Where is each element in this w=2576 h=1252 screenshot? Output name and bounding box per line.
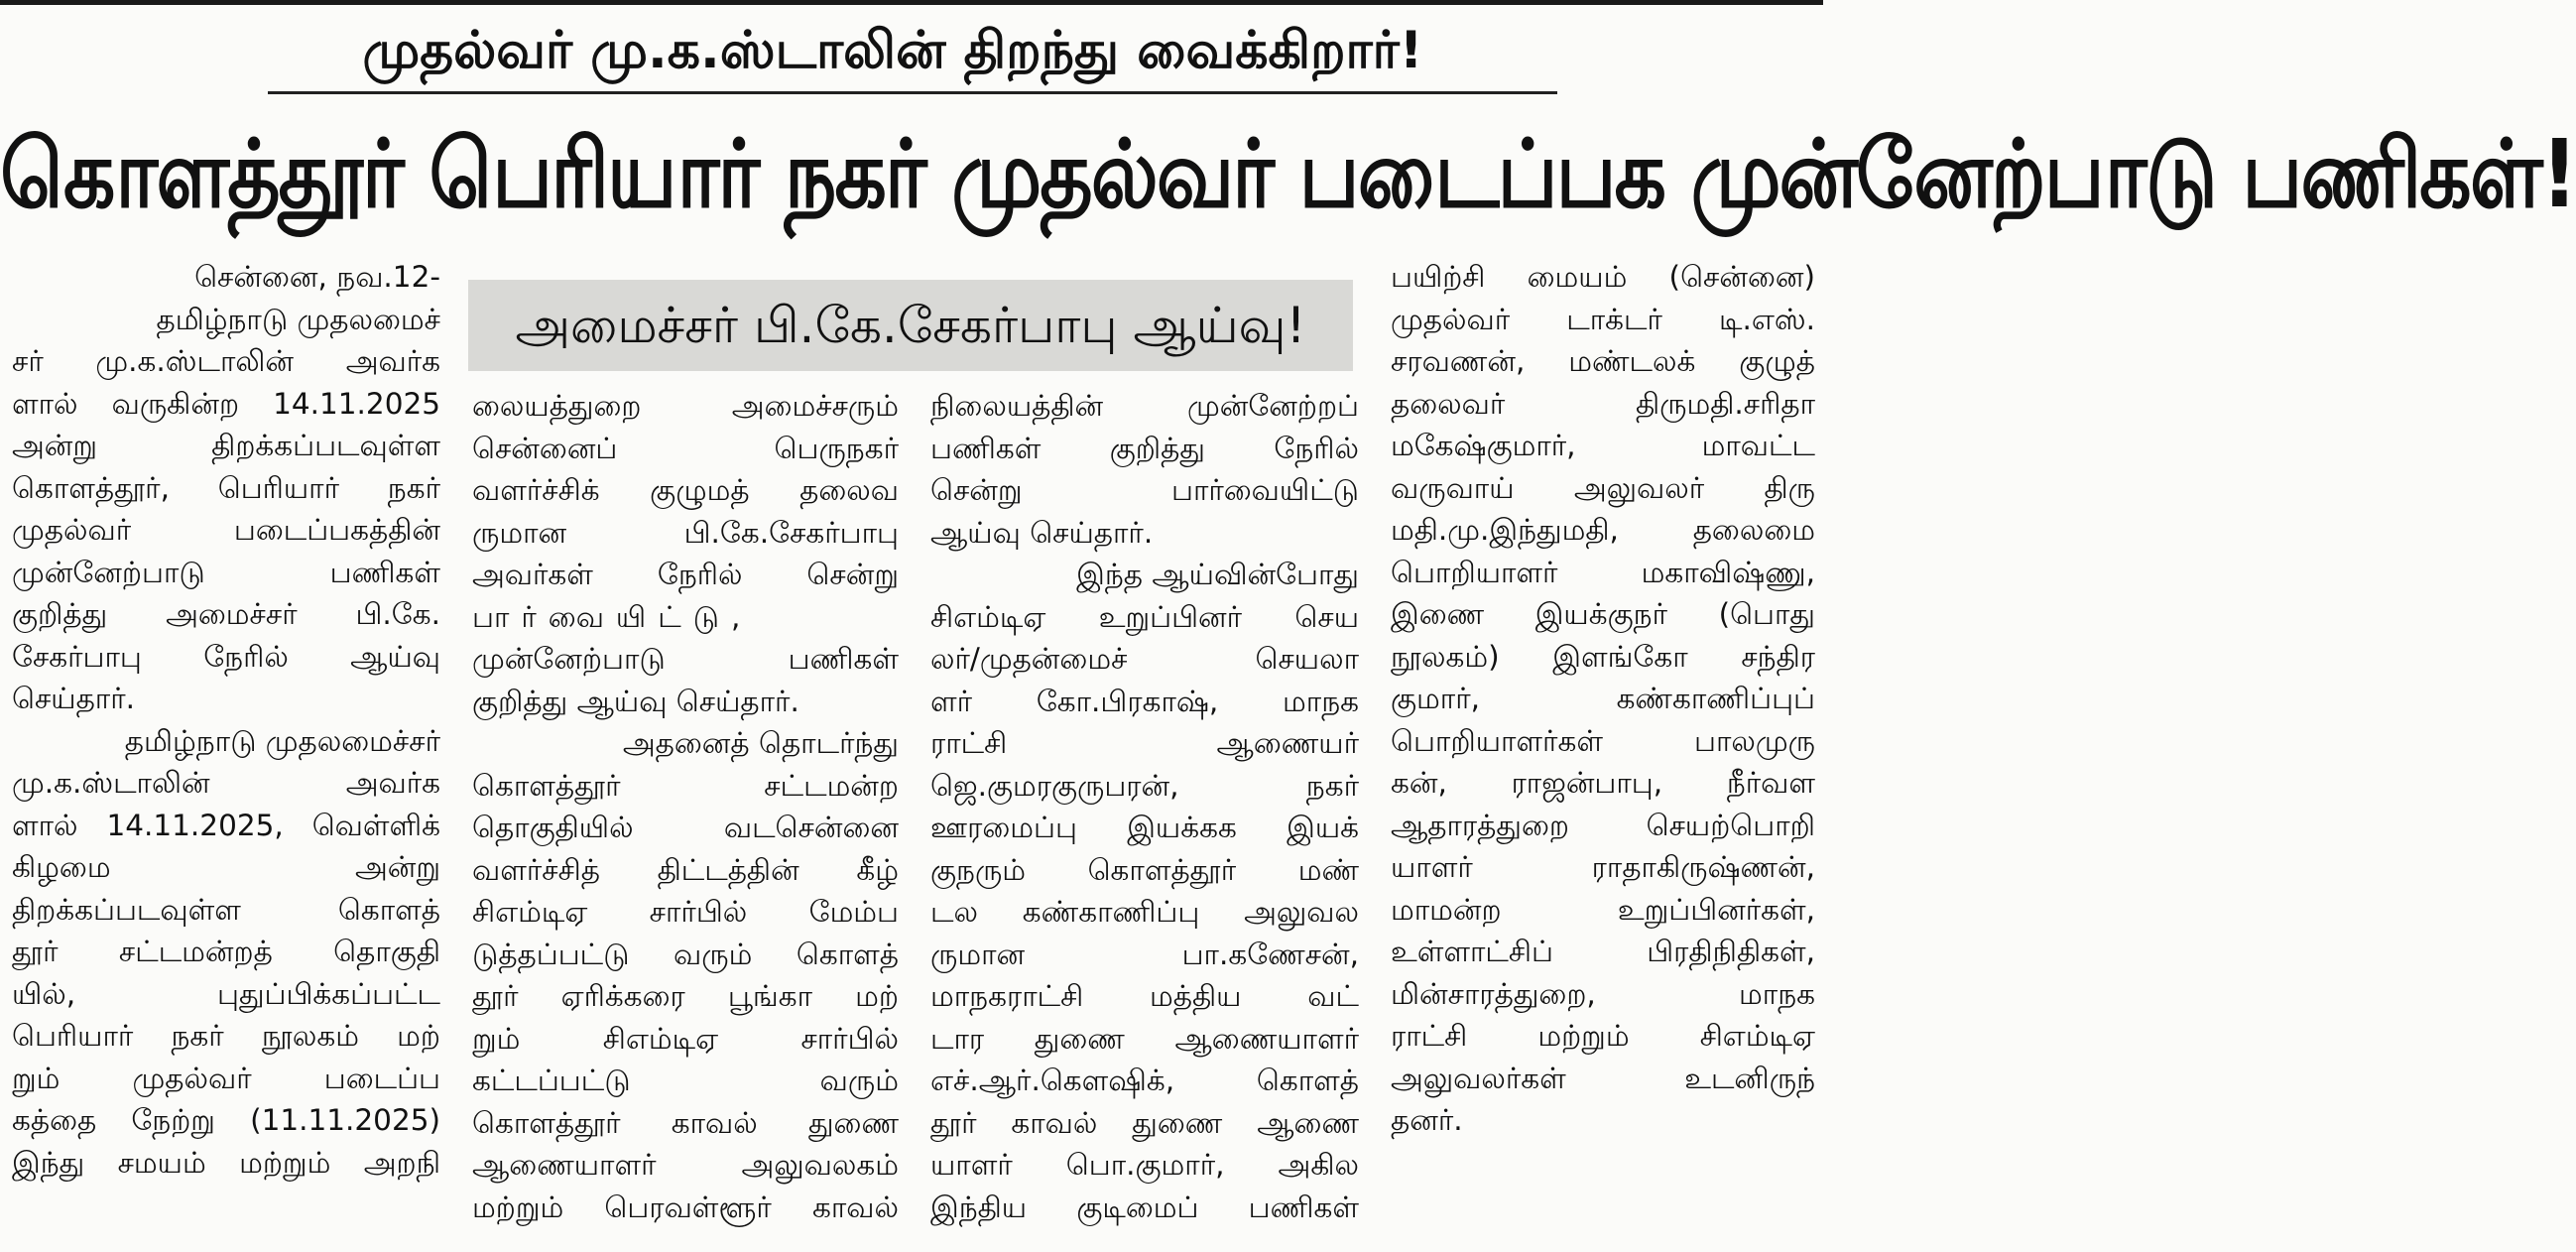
article-line: டல கண்காணிப்பு அலுவல	[930, 895, 1359, 929]
article-line: மாமன்ற உறுப்பினர்கள்,	[1391, 892, 1815, 927]
article-line: தனர்.	[1391, 1103, 1463, 1137]
article-line: குறித்து அமைச்சர் பி.கே.	[12, 597, 440, 631]
article-line: வளர்ச்சித் திட்டத்தின் கீழ்	[472, 852, 899, 887]
article-line: கொளத்தூர், பெரியார் நகர்	[12, 470, 440, 505]
article-line: குறித்து ஆய்வு செய்தார்.	[472, 684, 799, 718]
article-line: ஜெ.குமரகுருபரன், நகர்	[930, 768, 1359, 803]
article-line: பார்வையிட்டு,	[472, 599, 753, 634]
article-line: தொகுதியில் வடசென்னை	[472, 811, 899, 844]
article-line: முதல்வர் டாக்டர் டி.எஸ்.	[1391, 302, 1815, 336]
article-line: சர் மு.க.ஸ்டாலின் அவர்க	[12, 344, 440, 378]
article-line: உள்ளாட்சிப் பிரதிநிதிகள்,	[1391, 935, 1815, 968]
article-line: முன்னேற்பாடு பணிகள்	[12, 555, 440, 589]
main-headline: கொளத்தூர் பெரியார் நகர் முதல்வர் படைப்பக முன்னேற்பாடு பணிகள்!	[0, 120, 2576, 229]
article-line: கிழமை அன்று	[12, 850, 440, 884]
article-line: சரவணன், மண்டலக் குழுத்	[1391, 344, 1815, 378]
article-line: ஆதாரத்துறை செயற்பொறி	[1391, 808, 1815, 842]
article-line: மு.க.ஸ்டாலின் அவர்க	[12, 766, 440, 800]
article-column-3	[930, 385, 1359, 1228]
article-line: அவர்கள் நேரில் சென்று	[472, 558, 899, 591]
article-line: றும் முதல்வர் படைப்ப	[12, 1061, 440, 1095]
article-line: நிலையத்தின் முன்னேற்றப்	[930, 389, 1359, 423]
article-line: ராட்சி மற்றும் சிஎம்டிஏ	[1391, 1019, 1815, 1053]
article-line: தூர் காவல் துணை ஆணை	[930, 1105, 1359, 1140]
article-line: கொளத்தூர் சட்டமன்ற	[472, 768, 899, 803]
article-line: டுத்தப்பட்டு வரும் கொளத்	[472, 937, 899, 971]
article-line: மாநகராட்சி மத்திய வட்	[930, 979, 1359, 1013]
article-line: ராட்சி ஆணையர்	[930, 726, 1359, 760]
article-line: பயிற்சி மையம் (சென்னை)	[1391, 260, 1815, 294]
article-line: வருவாய் அலுவலர் திரு	[1391, 470, 1815, 505]
article-line: சென்னைப் பெருநகர்	[472, 431, 899, 465]
kicker-underline	[268, 91, 1557, 94]
article-line: இந்திய குடிமைப் பணிகள்	[930, 1189, 1359, 1224]
article-line: பொறியாளர்கள் பாலமுரு	[1391, 723, 1815, 758]
article-line: மகேஷ்குமார், மாவட்ட	[1391, 429, 1815, 462]
article-line: செய்தார்.	[12, 682, 136, 715]
article-line: அன்று திறக்கப்படவுள்ள	[12, 429, 440, 462]
article-line: நூலகம்) இளங்கோ சந்திர	[1391, 639, 1815, 674]
article-line: யாளர் பொ.குமார், அகில	[930, 1148, 1359, 1182]
article-line: கொளத்தூர் காவல் துணை	[472, 1105, 899, 1140]
article-line: டார துணை ஆணையாளர்	[930, 1021, 1359, 1056]
article-line: இணை இயக்குநர் (பொது	[1391, 597, 1815, 631]
article-line: ஊரமைப்பு இயக்கக இயக்	[930, 811, 1359, 844]
article-column-2	[472, 385, 899, 1228]
article-line: மற்றும் பெரவள்ளூர் காவல்	[472, 1189, 899, 1224]
article-line: மதி.மு.இந்துமதி, தலைமை	[1391, 513, 1815, 547]
article-line: யாளர் ராதாகிருஷ்ணன்,	[1391, 850, 1815, 884]
article-line: எச்.ஆர்.கௌஷிக், கொளத்	[930, 1064, 1359, 1097]
article-line: தூர் சட்டமன்றத் தொகுதி	[12, 935, 440, 968]
article-line: முதல்வர் படைப்பகத்தின்	[12, 513, 440, 547]
article-line: ளால் வருகின்ற 14.11.2025	[12, 386, 440, 421]
article-line: ருமான பி.கே.சேகர்பாபு	[472, 515, 899, 550]
article-line: தூர் ஏரிக்கரை பூங்கா மற்	[472, 979, 899, 1013]
article-line: தமிழ்நாடு முதலமைச்	[156, 302, 440, 336]
article-line: முன்னேற்பாடு பணிகள்	[472, 642, 899, 676]
article-line: ளால் 14.11.2025, வெள்ளிக்	[12, 808, 440, 842]
article-line: ஆணையாளர் அலுவலகம்	[472, 1148, 899, 1182]
article-line: தலைவர் திருமதி.சரிதா	[1391, 386, 1815, 421]
article-line: சென்று பார்வையிட்டு	[930, 473, 1359, 507]
article-line: சேகர்பாபு நேரில் ஆய்வு	[12, 639, 440, 674]
article-line: லையத்துறை அமைச்சரும்	[472, 389, 899, 423]
article-line: குமார், கண்காணிப்புப்	[1391, 682, 1815, 715]
article-line: தமிழ்நாடு முதலமைச்சர்	[124, 723, 440, 758]
article-line: கட்டப்பட்டு வரும்	[472, 1064, 899, 1097]
article-line: லர்/முதன்மைச் செயலா	[930, 642, 1359, 676]
article-line: பொறியாளர் மகாவிஷ்ணு,	[1391, 555, 1815, 589]
article-line: சிஎம்டிஏ உறுப்பினர் செய	[930, 599, 1359, 634]
article-line: பணிகள் குறித்து நேரில்	[930, 431, 1359, 465]
article-column-1	[12, 256, 440, 1184]
kicker-headline: முதல்வர் மு.க.ஸ்டாலின் திறந்து வைக்கிறார்!	[362, 21, 1423, 80]
article-line: யில், புதுப்பிக்கப்பட்ட	[12, 976, 440, 1011]
article-line: ளர் கோ.பிரகாஷ், மாநக	[930, 684, 1359, 718]
article-line: சிஎம்டிஏ சார்பில் மேம்ப	[472, 895, 899, 929]
article-line: திறக்கப்படவுள்ள கொளத்	[12, 892, 440, 927]
article-line: குநரும் கொளத்தூர் மண்	[930, 852, 1359, 887]
article-line: பெரியார் நகர் நூலகம் மற்	[12, 1019, 440, 1053]
article-line: கத்தை நேற்று (11.11.2025)	[12, 1103, 440, 1137]
article-line: மின்சாரத்துறை, மாநக	[1391, 976, 1815, 1011]
article-line: இந்து சமயம் மற்றும் அறநி	[12, 1145, 440, 1180]
article-line: அலுவலர்கள் உடனிருந்	[1391, 1061, 1815, 1095]
article-line: ஆய்வு செய்தார்.	[930, 515, 1154, 550]
article-line: இந்த ஆய்வின்போது	[1076, 558, 1359, 591]
article-line: வளர்ச்சிக் குழுமத் தலைவ	[472, 473, 899, 507]
dateline: சென்னை, நவ.12-	[194, 260, 440, 294]
article-line: ருமான பா.கணேசன்,	[930, 937, 1359, 971]
article-line: கன், ராஜன்பாபு, நீர்வள	[1391, 766, 1815, 800]
article-line: றும் சிஎம்டிஏ சார்பில்	[472, 1021, 899, 1056]
article-line: அதனைத் தொடர்ந்து	[622, 726, 899, 760]
article-column-4	[1391, 256, 1815, 1142]
top-border-rule	[0, 0, 1823, 5]
subheadline-box: அமைச்சர் பி.கே.சேகர்பாபு ஆய்வு!	[468, 280, 1353, 371]
